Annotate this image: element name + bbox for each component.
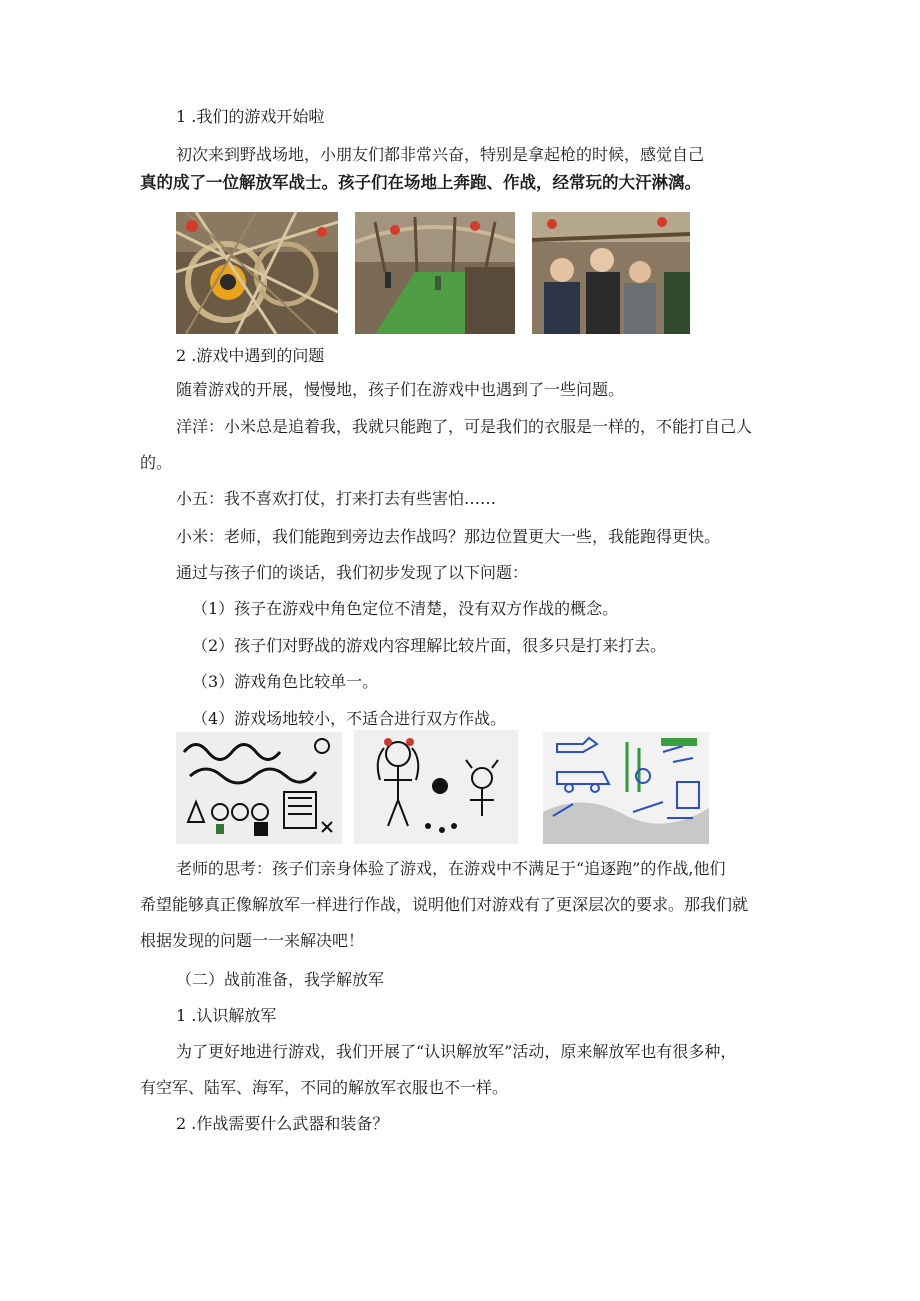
drawing-blue-crayon bbox=[543, 732, 709, 844]
sub1-paragraph-line2: 有空军、陆军、海军，不同的解放军衣服也不一样。 bbox=[140, 1078, 509, 1097]
teacher-reflection-line3: 根据发现的问题一一来解决吧！ bbox=[140, 931, 365, 950]
quote-yangyang-line2: 的。 bbox=[140, 453, 173, 472]
section1-heading: 1 .我们的游戏开始啦 bbox=[176, 107, 325, 126]
section1-paragraph-line2: 真的成了一位解放军战士。孩子们在场地上奔跑、作战，经常玩的大汗淋漓。 bbox=[140, 173, 701, 192]
sub1-paragraph-line1: 为了更好地进行游戏，我们开展了“认识解放军”活动，原来解放军也有很多种， bbox=[176, 1042, 737, 1061]
quote-xiaomi: 小米：老师，我们能跑到旁边去作战吗？那边位置更大一些，我能跑得更快。 bbox=[176, 527, 721, 546]
quote-xiaowu: 小五：我不喜欢打仗，打来打去有些害怕…… bbox=[176, 489, 497, 508]
quote-yangyang-line1: 洋洋：小米总是追着我，我就只能跑了，可是我们的衣服是一样的，不能打自己人 bbox=[176, 417, 753, 436]
finding-item: （3）游戏角色比较单一。 bbox=[192, 672, 379, 691]
photo-climbing-net bbox=[176, 212, 338, 334]
photo-children-playing bbox=[532, 212, 690, 334]
finding-item: （4）游戏场地较小，不适合进行双方作战。 bbox=[192, 709, 507, 728]
sub1-heading: 1 .认识解放军 bbox=[176, 1006, 277, 1025]
teacher-reflection-line2: 希望能够真正像解放军一样进行作战，说明他们对游戏有了更深层次的要求。那我们就 bbox=[140, 895, 749, 914]
finding-item: （1）孩子在游戏中角色定位不清楚，没有双方作战的概念。 bbox=[192, 599, 619, 618]
section1-paragraph-line1: 初次来到野战场地，小朋友们都非常兴奋，特别是拿起枪的时候，感觉自己 bbox=[176, 145, 705, 164]
findings-intro: 通过与孩子们的谈话，我们初步发现了以下问题： bbox=[176, 563, 529, 582]
sub2-heading: 2 .作战需要什么武器和装备？ bbox=[176, 1114, 389, 1133]
teacher-reflection-line1: 老师的思考：孩子们亲身体验了游戏，在游戏中不满足于“追逐跑”的作战,他们 bbox=[176, 859, 726, 878]
drawing-children-black-ink bbox=[176, 732, 342, 844]
drawing-girl-figure bbox=[354, 730, 518, 844]
part2-heading: （二）战前准备，我学解放军 bbox=[176, 970, 385, 989]
section2-intro: 随着游戏的开展，慢慢地，孩子们在游戏中也遇到了一些问题。 bbox=[176, 380, 625, 399]
section2-heading: 2 .游戏中遇到的问题 bbox=[176, 346, 325, 365]
photo-playground-field bbox=[355, 212, 515, 334]
finding-item: （2）孩子们对野战的游戏内容理解比较片面，很多只是打来打去。 bbox=[192, 636, 667, 655]
